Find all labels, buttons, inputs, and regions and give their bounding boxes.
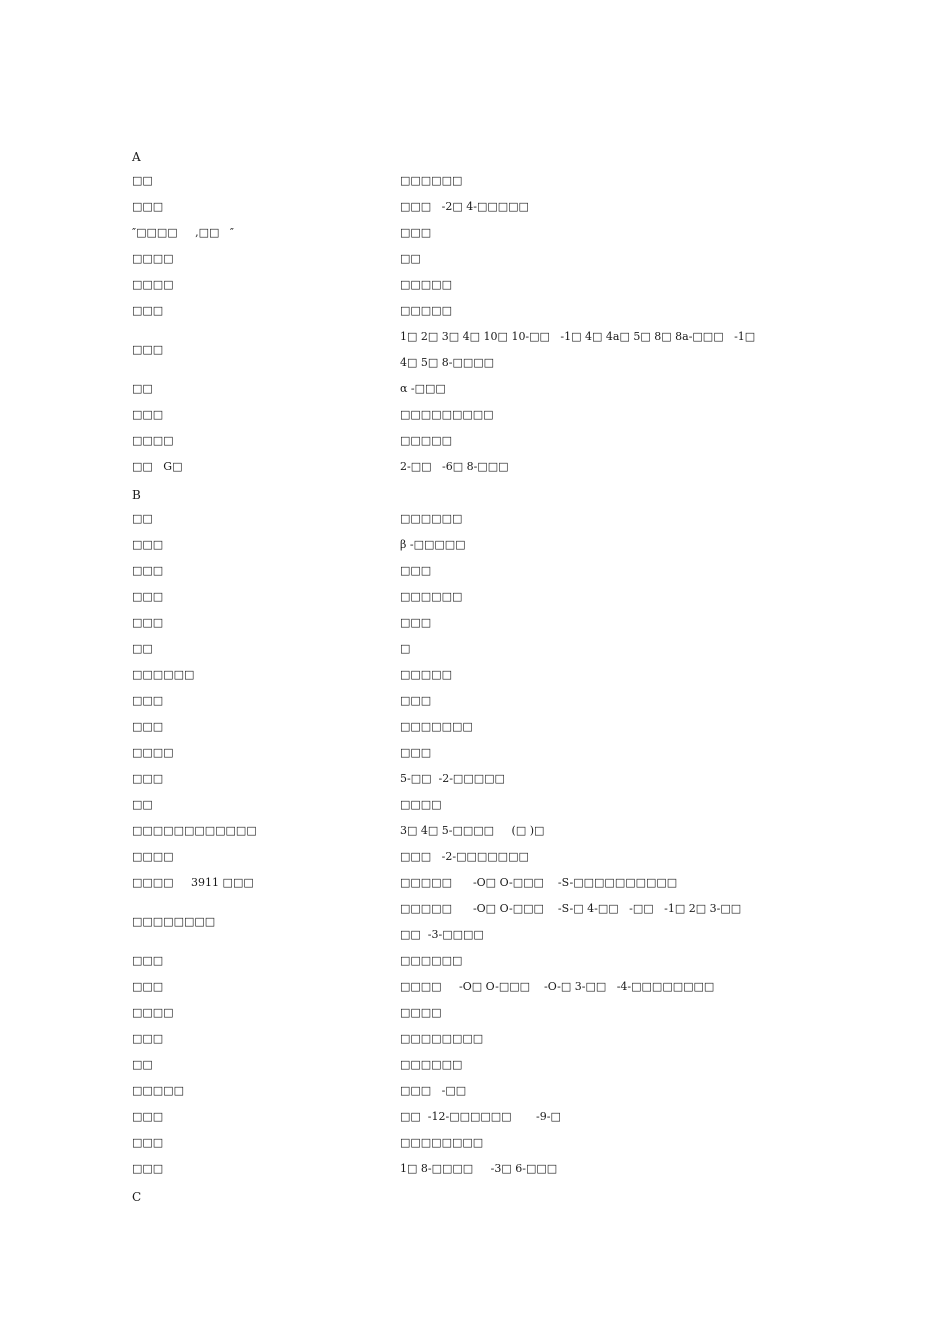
glossary-definition: β -□□□□□ bbox=[400, 538, 466, 551]
glossary-term: □□□□□□ bbox=[132, 668, 195, 681]
glossary-definition: □□□ bbox=[400, 746, 432, 759]
glossary-term: □□ bbox=[132, 382, 153, 395]
glossary-row bbox=[132, 1026, 792, 1052]
glossary-row bbox=[132, 168, 792, 194]
glossary-row bbox=[132, 1000, 792, 1026]
glossary-row bbox=[132, 402, 792, 428]
section-heading: B bbox=[132, 488, 141, 502]
glossary-definition: 5-□□ -2-□□□□□ bbox=[400, 772, 505, 785]
glossary-term: □□□ bbox=[132, 720, 164, 733]
glossary-definition: □□□ -2□ 4-□□□□□ bbox=[400, 200, 529, 213]
glossary-definition: α -□□□ bbox=[400, 382, 446, 395]
glossary-row bbox=[132, 688, 792, 714]
glossary-term: □□□ bbox=[132, 1136, 164, 1149]
glossary-definition: 1□ 2□ 3□ 4□ 10□ 10-□□ -1□ 4□ 4a□ 5□ 8□ 8a-□□□ -1□ 4□ 5□ 8-□□□□ bbox=[400, 330, 756, 369]
glossary-row bbox=[132, 662, 792, 688]
glossary-definition: 1□ 8-□□□□ -3□ 6-□□□ bbox=[400, 1162, 558, 1175]
glossary-definition: □□□□□ -O□ O-□□□ -S-□ 4-□□ -□□ -1□ 2□ 3-□□ □□ -3-□□□□ bbox=[400, 902, 742, 941]
glossary-definition: □□□ -□□ bbox=[400, 1084, 467, 1097]
glossary-term: □□□□ 3911 □□□ bbox=[132, 876, 254, 889]
glossary-row bbox=[132, 792, 792, 818]
glossary-term: □□□□ bbox=[132, 746, 174, 759]
glossary-row bbox=[132, 324, 792, 376]
glossary-term: □□ bbox=[132, 512, 153, 525]
glossary-term: □□□ bbox=[132, 772, 164, 785]
glossary-definition: □□□□ bbox=[400, 798, 442, 811]
glossary-definition: □□□□ bbox=[400, 1006, 442, 1019]
glossary-definition: □□□ bbox=[400, 564, 432, 577]
glossary-row bbox=[132, 948, 792, 974]
glossary-row bbox=[132, 454, 792, 480]
glossary-definition: □□□□□□ bbox=[400, 512, 463, 525]
glossary-term: □□ bbox=[132, 1058, 153, 1071]
glossary-definition: □□□□□ bbox=[400, 668, 452, 681]
glossary-row bbox=[132, 610, 792, 636]
glossary-row bbox=[132, 506, 792, 532]
glossary-definition: □□□□□ -O□ O-□□□ -S-□□□□□□□□□□ bbox=[400, 876, 678, 889]
glossary-definition: □□□□□ bbox=[400, 434, 452, 447]
glossary-definition: □□□ bbox=[400, 694, 432, 707]
glossary-row bbox=[132, 376, 792, 402]
glossary-definition: □□□□□□□□ bbox=[400, 1136, 484, 1149]
glossary-row bbox=[132, 298, 792, 324]
glossary-term: □□□ bbox=[132, 200, 164, 213]
glossary-term: □□□ bbox=[132, 1032, 164, 1045]
glossary-row bbox=[132, 1130, 792, 1156]
glossary-definition: □□□□□□□□ bbox=[400, 1032, 484, 1045]
glossary-row bbox=[132, 272, 792, 298]
glossary-definition: □□□□□□ bbox=[400, 954, 463, 967]
glossary-definition: □□□ -2-□□□□□□□ bbox=[400, 850, 529, 863]
glossary-definition: □□□ bbox=[400, 226, 432, 239]
glossary-definition: □□□□□□ bbox=[400, 1058, 463, 1071]
glossary-definition: □□□□□ bbox=[400, 278, 452, 291]
glossary-term: □□ bbox=[132, 174, 153, 187]
glossary-definition: □□□ bbox=[400, 616, 432, 629]
glossary-row bbox=[132, 194, 792, 220]
glossary-term: □□□ bbox=[132, 538, 164, 551]
glossary-term: □□□ bbox=[132, 616, 164, 629]
glossary-term: □□□ bbox=[132, 1162, 164, 1175]
glossary-row bbox=[132, 974, 792, 1000]
glossary-term: □□□ bbox=[132, 694, 164, 707]
glossary-definition: □□□□□□ bbox=[400, 590, 463, 603]
glossary-term: □□□ bbox=[132, 1110, 164, 1123]
glossary-row bbox=[132, 428, 792, 454]
glossary-term: □□□□ bbox=[132, 252, 174, 265]
glossary-row bbox=[132, 558, 792, 584]
glossary-term: □□□ bbox=[132, 590, 164, 603]
glossary-term: □□□□□□□□□□□□ bbox=[132, 824, 257, 837]
glossary-row bbox=[132, 636, 792, 662]
glossary-term: □□□□ bbox=[132, 278, 174, 291]
glossary-term: □□□□ bbox=[132, 850, 174, 863]
glossary-definition: 3□ 4□ 5-□□□□ (□ )□ bbox=[400, 824, 545, 837]
section-heading: A bbox=[132, 150, 141, 164]
glossary-row bbox=[132, 870, 792, 896]
glossary-term: □□□ bbox=[132, 343, 164, 356]
glossary-row bbox=[132, 584, 792, 610]
glossary-term: □□□ bbox=[132, 408, 164, 421]
glossary-term: ″□□□□ ,□□ ″ bbox=[132, 226, 235, 239]
glossary-term: □□ bbox=[132, 798, 153, 811]
glossary-term: □□□ bbox=[132, 304, 164, 317]
glossary-definition: □□ bbox=[400, 252, 421, 265]
glossary-term: □□□ bbox=[132, 980, 164, 993]
glossary-row bbox=[132, 1078, 792, 1104]
glossary-term: □□□ bbox=[132, 564, 164, 577]
glossary-row bbox=[132, 896, 792, 948]
glossary-row bbox=[132, 246, 792, 272]
glossary-definition: □□□□□□ bbox=[400, 174, 463, 187]
glossary-row bbox=[132, 714, 792, 740]
glossary-definition: □□□□ -O□ O-□□□ -O-□ 3-□□ -4-□□□□□□□□ bbox=[400, 980, 715, 993]
glossary-row bbox=[132, 818, 792, 844]
glossary-definition: □□ -12-□□□□□□ -9-□ bbox=[400, 1110, 561, 1123]
glossary-term: □□ bbox=[132, 642, 153, 655]
glossary-definition: □□□□□□□ bbox=[400, 720, 473, 733]
glossary-term: □□□□□ bbox=[132, 1084, 184, 1097]
glossary-term: □□□ bbox=[132, 954, 164, 967]
glossary-row bbox=[132, 844, 792, 870]
glossary-definition: □ bbox=[400, 642, 411, 655]
glossary-row bbox=[132, 1104, 792, 1130]
glossary-row bbox=[132, 740, 792, 766]
glossary-row bbox=[132, 532, 792, 558]
glossary-row bbox=[132, 1156, 792, 1182]
glossary-definition: □□□□□□□□□ bbox=[400, 408, 494, 421]
glossary-definition: □□□□□ bbox=[400, 304, 452, 317]
glossary-term: □□□□ bbox=[132, 1006, 174, 1019]
glossary-definition: 2-□□ -6□ 8-□□□ bbox=[400, 460, 509, 473]
section-heading: C bbox=[132, 1190, 142, 1204]
glossary-row bbox=[132, 1052, 792, 1078]
glossary-row bbox=[132, 766, 792, 792]
glossary-term: □□ G□ bbox=[132, 460, 183, 473]
glossary-row bbox=[132, 220, 792, 246]
glossary-term: □□□□ bbox=[132, 434, 174, 447]
glossary-term: □□□□□□□□ bbox=[132, 915, 216, 928]
